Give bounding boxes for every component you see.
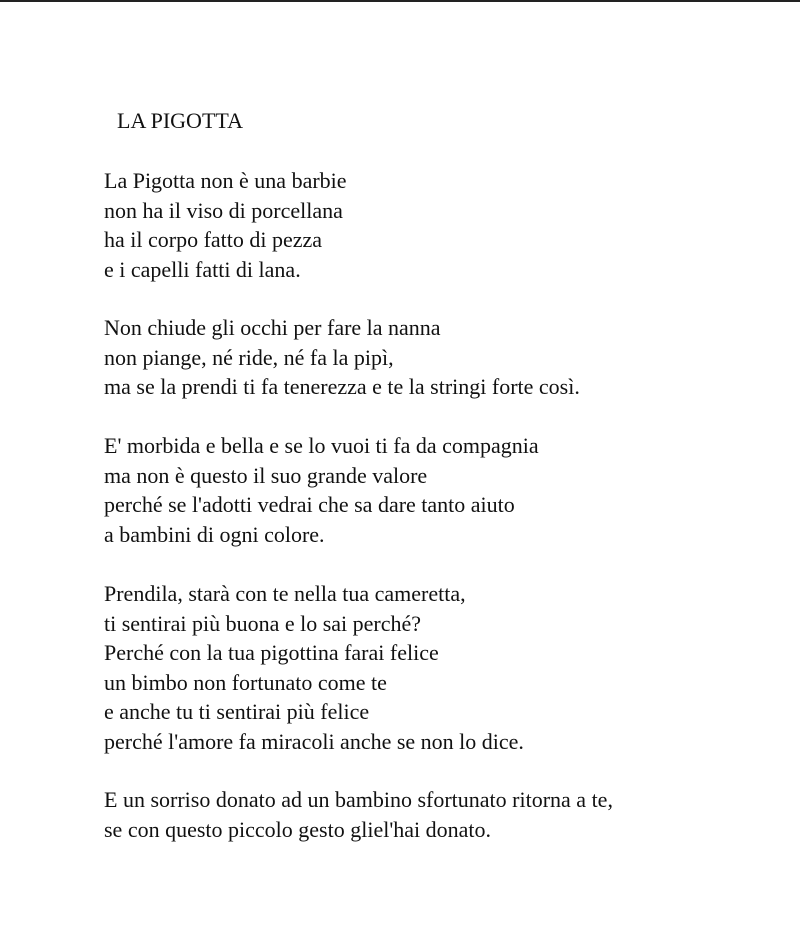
stanza-2 (104, 313, 580, 402)
poem-line: E' morbida e bella e se lo vuoi ti fa da compagnia (104, 433, 539, 458)
poem-line: perché l'amore fa miracoli anche se non lo dice. (104, 728, 524, 754)
poem-line: Non chiude gli occhi per fare la nanna (104, 315, 441, 340)
poem-line: ti sentirai più buona e lo sai perché? (104, 610, 422, 636)
poem-line: Perché con la tua pigottina farai felice (104, 640, 439, 665)
poem-line: e i capelli fatti di lana. (104, 256, 301, 282)
stanza-4 (104, 579, 524, 756)
poem-line: non piange, né ride, né fa la pipì, (104, 344, 394, 370)
poem-line: non ha il viso di porcellana (104, 197, 343, 223)
poem-line: Prendila, starà con te nella tua cameretta, (104, 581, 466, 606)
poem-line: ma non è questo il suo grande valore (104, 462, 428, 488)
poem-line: un bimbo non fortunato come te (104, 669, 387, 695)
stanza-3 (104, 431, 539, 549)
poem-line: perché se l'adotti vedrai che sa dare tanto aiuto (104, 492, 515, 517)
poem-line: e anche tu ti sentirai più felice (104, 699, 370, 724)
poem-line: E un sorriso donato ad un bambino sfortunato ritorna a te, (104, 787, 613, 812)
poem-line: se con questo piccolo gesto gliel'hai donato. (104, 816, 492, 842)
poem-line: a bambini di ogni colore. (104, 521, 325, 547)
poem-title: LA PIGOTTA (117, 108, 243, 133)
stanza-1 (104, 166, 347, 284)
poem-line: ha il corpo fatto di pezza (104, 227, 323, 252)
poem-line: ma se la prendi ti fa tenerezza e te la stringi forte così. (104, 374, 580, 399)
top-border (0, 0, 800, 2)
stanza-5 (104, 785, 613, 844)
poem-line: La Pigotta non è una barbie (104, 168, 347, 193)
